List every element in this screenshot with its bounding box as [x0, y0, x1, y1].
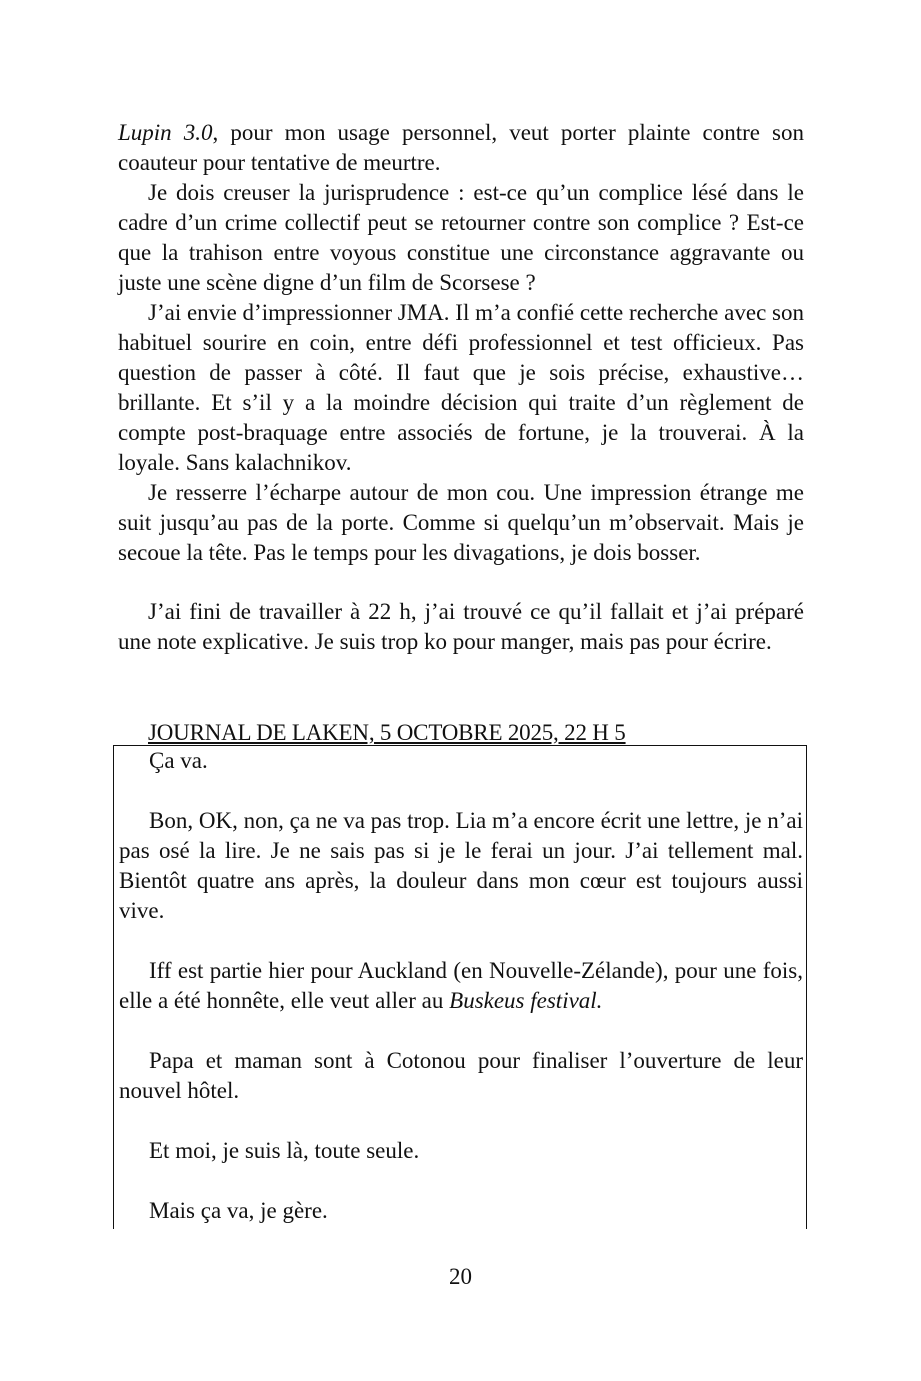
paragraph-jurisprudence: Je dois creuser la jurisprudence : est-ce qu’un complice lésé dans le cadre d’un crime collectif peut se retourner contre son complice ? Est-ce que la trahison entre voyous constitue une circonstance aggravante ou juste une scène digne d’un film de Scorsese ?	[118, 180, 804, 295]
paragraph-lupin	[118, 118, 804, 178]
journal-heading: JOURNAL DE LAKEN, 5 OCTOBRE 2025, 22 H 5	[148, 720, 626, 745]
paragraph-fini: J’ai fini de travailler à 22 h, j’ai trouvé ce qu’il fallait et j’ai préparé une note explicative. Je suis trop ko pour manger, mais pas pour écrire.	[118, 599, 804, 654]
journal-frame	[113, 745, 807, 1229]
journal-entry-ca-va: Ça va.	[149, 748, 208, 773]
paragraph-jma: J’ai envie d’impressionner JMA. Il m’a confié cette recherche avec son habituel sourire en coin, entre défi professionnel et test officieux. Pas question de passer à côté. Il faut que je sois précise, exhaustive… brillante. Et s’il y a la moindre décision qui traite d’un règlement de compte post-braquage entre associés de fortune, je la trouverai. À la loyale. Sans kalachnikov.	[118, 300, 804, 475]
page-number: 20	[449, 1264, 472, 1289]
paragraph-lupin-text: , pour mon usage personnel, veut porter plainte contre son coauteur pour tentative de meurtre.	[118, 120, 805, 175]
book-title-lupin: Lupin 3.0	[118, 120, 213, 145]
paragraph-echarpe: Je resserre l’écharpe autour de mon cou. Une impression étrange me suit jusqu’au pas de la porte. Comme si quelqu’un m’observait. Mais je secoue la tête. Pas le temps pour les divagations, je dois bosser.	[118, 480, 804, 565]
journal-entry-parents: Papa et maman sont à Cotonou pour finaliser l’ouverture de leur nouvel hôtel.	[119, 1048, 803, 1103]
journal-entry-lia: Bon, OK, non, ça ne va pas trop. Lia m’a encore écrit une lettre, je n’ai pas osé la lire. Je ne sais pas si je le ferai un jour. J’ai tellement mal. Bientôt quatre ans après, la douleur dans mon cœur est toujours aussi vive.	[119, 808, 803, 923]
body-text-after-break	[118, 597, 804, 657]
journal-entry-seule: Et moi, je suis là, toute seule.	[149, 1138, 420, 1163]
journal-entry-gere: Mais ça va, je gère.	[149, 1198, 328, 1223]
journal-entries	[119, 746, 803, 1256]
body-text	[118, 118, 804, 568]
festival-name: Buskeus festival.	[449, 988, 603, 1013]
journal-entry-iff-text: Iff est partie hier pour Auckland (en Nouvelle-Zélande), pour une fois, elle a été honnête, elle veut aller au	[119, 958, 803, 1013]
journal-entry-iff	[119, 956, 803, 1016]
